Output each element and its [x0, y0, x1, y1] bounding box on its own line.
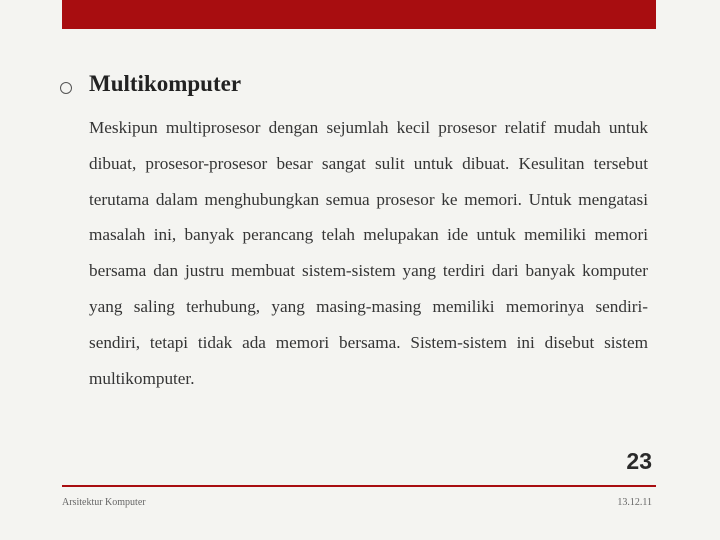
footer-title: Arsitektur Komputer — [62, 497, 146, 508]
header-accent-bar — [62, 0, 656, 29]
footer-date: 13.12.11 — [617, 497, 652, 508]
slide-number: 23 — [626, 448, 652, 474]
slide-heading: Multikomputer — [89, 71, 242, 96]
slide-body-text: Meskipun multiprosesor dengan sejumlah kecil prosesor relatif mudah untuk dibuat, prosesor-prosesor besar sangat sulit untuk dibuat. Kesulitan tersebut terutama dalam menghubungkan semua prosesor ke memori. Untuk mengatasi masalah ini, banyak perancang telah melupakan ide untuk memiliki memori bersama dan justru membuat sistem-sistem yang terdiri dari banyak komputer yang saling terhubung, yang masing-masing memiliki memorinya sendiri-sendiri, tetapi tidak ada memori bersama. Sistem-sistem ini disebut sistem multikomputer. — [89, 118, 648, 388]
footer-divider — [62, 485, 656, 487]
circle-bullet-icon — [60, 82, 72, 94]
bullet-heading-row — [60, 70, 660, 102]
